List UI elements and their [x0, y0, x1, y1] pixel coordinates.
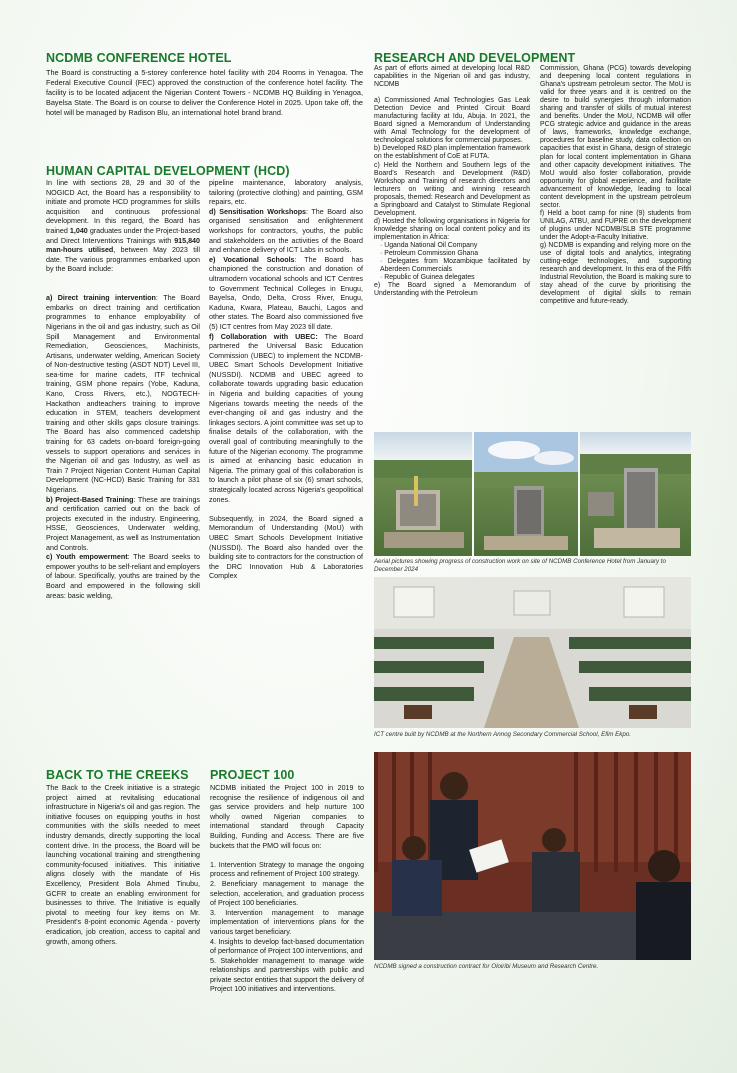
- conference-title: NCDMB CONFERENCE HOTEL: [46, 51, 232, 65]
- project100-body: NCDMB initiated the Project 100 in 2019 to recognise the resilience of indigenous oil and gas service providers and help nurture 100 wholly owned Nigerian companies to international standard through Capacity Building, Funding and Access. There are five buckets that the PMO will focus on: 1. Intervention Strategy to manage the ongoing process and refinement of Project 100 strategy. 2. Beneficiary management to manage the selection, acceleration, and graduation process of Project 100 beneficiaries. 3. Intervention management to manage implementation of interventions plans for the various target beneficiary. 4. Insights to develop fact-based documentation of performance of Project 100 interventions, and 5. Stakeholder management to manage wide relationships and partnerships with public and private sector entities that support the delivery of Project 100 initiatives and interventions.: [210, 784, 364, 994]
- ict-centre-photo: [374, 577, 691, 728]
- conference-body: The Board is constructing a 5-storey conference hotel facility with 204 Rooms in Yenagoa. The Federal Executive Council (FEC) approved the construction of the conference hotel facility. The facility is to be located adjacent the Nigerian Content Towers - NCDMB HQ Building in Yenagoa, Bayelsa State. The Board is on course to deliver the Conference Hotel in 2025. Upon take off, the hotel will be managed by Radison Blu, an international hotel brand brand.: [46, 68, 363, 117]
- aerial-construction-image: [374, 432, 691, 556]
- list-item: · Republic of Guinea delegates: [380, 274, 530, 282]
- rd-title: RESEARCH AND DEVELOPMENT: [374, 51, 576, 65]
- rd-column-1: As part of efforts aimed at developing local R&D capabilities in the Nigerian oil and gas industry, NCDMB a) Commissioned Amal Technologies Gas Leak Detection Device and Printed Circuit Board manufacturing facility at Idu, Abuja. In 2021, the Board signed a Memorandum of Understanding with Amal Technology for the development of technological solutions for commercial purposes. b) Developed R&D plan implementation framework on the establishment of CoE at FUTA. c) Held the Northern and Southern legs of the Board's Research and Development (R&D) Workshop and Training of research directors and lecturers on writing and winning research proposals, themed: Research and Development as a Springboard and Catalyst to Stimulate Regional Development. d) Hosted the following organisations in Nigeria for knowledge sharing on local content policy and its implementation in Africa: · Uganda National Oil Company · Petroleum Commission Ghana · Delegates from Mozambique facilitated by Aberdeen Commercials · Republic of Guinea delegates e) The Board signed a Memorandum of Understanding with the Petroleum: [374, 65, 530, 298]
- creeks-title: BACK TO THE CREEKS: [46, 768, 189, 782]
- ict-centre-image: [374, 577, 691, 728]
- signing-image: [374, 752, 691, 960]
- rd-organisations-list: [374, 242, 530, 282]
- signing-photo: [374, 752, 691, 960]
- hcd-title: HUMAN CAPITAL DEVELOPMENT (HCD): [46, 164, 290, 178]
- project100-title: PROJECT 100: [210, 768, 295, 782]
- list-item: · Uganda National Oil Company: [380, 242, 530, 250]
- aerial-photos: [374, 432, 691, 556]
- signing-caption: NCDMB signed a construction contract for Oloiribi Museum and Research Centre.: [374, 963, 599, 970]
- hcd-column-2: pipeline maintenance, laboratory analysis, tailoring (protective clothing) and painting, GSM repairs, etc. d) Sensitisation Workshops: The Board also organised sensitisation and enlightenment workshops for contractors, youths, the public and stakeholders on the activities of the Board and enhance delivery of ICT Labs in schools. e) Vocational Schools: The Board has championed the construction and donation of ultramodern vocational schools and ICT Centres to Government Technical Colleges in Enugu, Bayelsa, Ondo, Delta, Cross River, Enugu, Kaduna, Kwara, Plateau, Bauchi, Lagos and other states. The Board also commissioned five (5) ICT centres from May 2023 till date. f) Collaboration with UBEC: The Board partnered the Universal Basic Education Commission (UBEC) to implement the NCDMB-UBEC Smart Schools Development Initiative (NUSSDI). NCDMB and UBEC agreed to collaborate towards upgrading basic education in Nigeria and building capacities of young Nigerians towards meeting the needs of the ever-changing oil and gas industry and the linkages sectors. A joint committee was set up to finalise details of the collaboration, with the overall goal of contributing meaningfully to the future of the Nigerian economy. The programme is aimed at enhancing basic education in Nigeria. The primary goal of this collaboration is to launch a pilot phase of six (6) smart schools, strategically located across Nigeria's geopolitical zones. Subsequently, in 2024, the Board signed a Memorandum of Understanding (MoU) with UBEC Smart Schools Development Initiative (NUSSDI). The Board also handed over the building site to contractors for the construction of the DRC Innovation Hub & Laboratories Complex: [209, 179, 363, 581]
- list-item: · Delegates from Mozambique facilitated by Aberdeen Commercials: [380, 258, 530, 274]
- creeks-body: The Back to the Creek initiative is a strategic project aimed at revitalising educational infrastructure in Nigeria's oil and gas region. The initiative focuses on equipping youths in host communities with the skills needed to meet industry demands, directly supporting the local content drive. In the process, the Board will be launching vocational training and strengthening community-focused initiatives. This initiative aligns closely with the mandate of His Excellency, President Bola Ahmed Tinubu, GCFR to create an enabling environment for businesses to thrive. The Initiative is equally pivotal to meeting four key items on Mr. President's 8-point economic Agenda - poverty eradication, job creation, access to capital and growth, among others.: [46, 784, 200, 946]
- rd-column-2: Commission, Ghana (PCG) towards developing and deepening local content regulations in Ghana's upstream petroleum sector. The MoU is valid for three years and it is centred on the desire to build synergies through information sharing and transfer of skills of mutual interest and benefits. Under the MoU, NCDMB will offer PCG strategic advice and guidance in the areas of laws, frameworks, knowledge exchange, procedures for baseline study, data collection on capacities that exist in Ghana, design of strategic plan for local content implementation in Ghana and other capacity development initiatives. The MoU would also foster collaboration, provide opportunity for global experience, and facilitate advancement of knowledge, leading to local content development in the upstream petroleum sector. f) Held a boot camp for nine (9) students from UNILAG, ATBU, and FUPRE on the development of plugins under NCDMB/SLB STE programme under the Adopt-a-Faculty Initiative. g) NCDMB is expanding and relying more on the use of digital tools and analytics, integrating cutting-edge technologies, and supporting research and development. In this era of the Fifth Industrial Revolution, the Board is making sure to stay ahead of the curve by prioritising the development of digital skills to remain competitive and future-ready.: [540, 65, 691, 306]
- hcd-column-1: In line with sections 28, 29 and 30 of the NOGICD Act, the Board has a responsibility to initiate and promote HCD programmes for skills acquisition and continuous professional development. In this regard, the Board has trained 1,040 graduates under the Project-based and Direct Interventions Trainings with 915,840 man-hours utilised, between May 2023 till date. The various programmes embarked upon by the Board include: a) Direct training intervention: The Board embarks on direct training and certification programmes to enhance employability of Nigerians in the oil and gas industry, such as Oil Spill Management and Environmental Remediation, Geosciences, Machinists, Artisans, underwater welding, American Society of Non-destructive testing (ASDT NDT) Level III, sea-time for marine cadets, ITF technical training, GSM phone repairs (Yobe, Kaduna, Kano, Cross Rivers, etc.), NOGTECH-Hackathon andteachers training to improve education in STEM, teachers development training and other skills gaps closure trainings. The Board has also commenced cadetship training for 63 cadets on-board foreign-going vessels to support operations and services in the Nigerian oil and gas Industry, as well as Train 7 Project Nigerian Content Human Capital Development (NC-HCD) Basic Training for 331 Nigerians. b) Project-Based Training: These are trainings and certification carried out on the back of projects executed in the industry. Engineering, HSSE, Geosciences, Underwater welding, Project Management, as well as Instrumentation and Controls. c) Youth empowerment: The Board seeks to empower youths to be self-reliant and employers of labour. Specifically, youths are trained by the Board and empowered in the following skill areas: basic welding,: [46, 179, 200, 600]
- ict-caption: ICT centre built by NCDMB at the Northern Annog Secondary Commercial School, Efim Ekpo.: [374, 731, 632, 738]
- list-item: · Petroleum Commission Ghana: [380, 250, 530, 258]
- aerial-caption: Aerial pictures showing progress of construction work on site of NCDMB Conference Hotel from January to December 2024: [374, 558, 666, 573]
